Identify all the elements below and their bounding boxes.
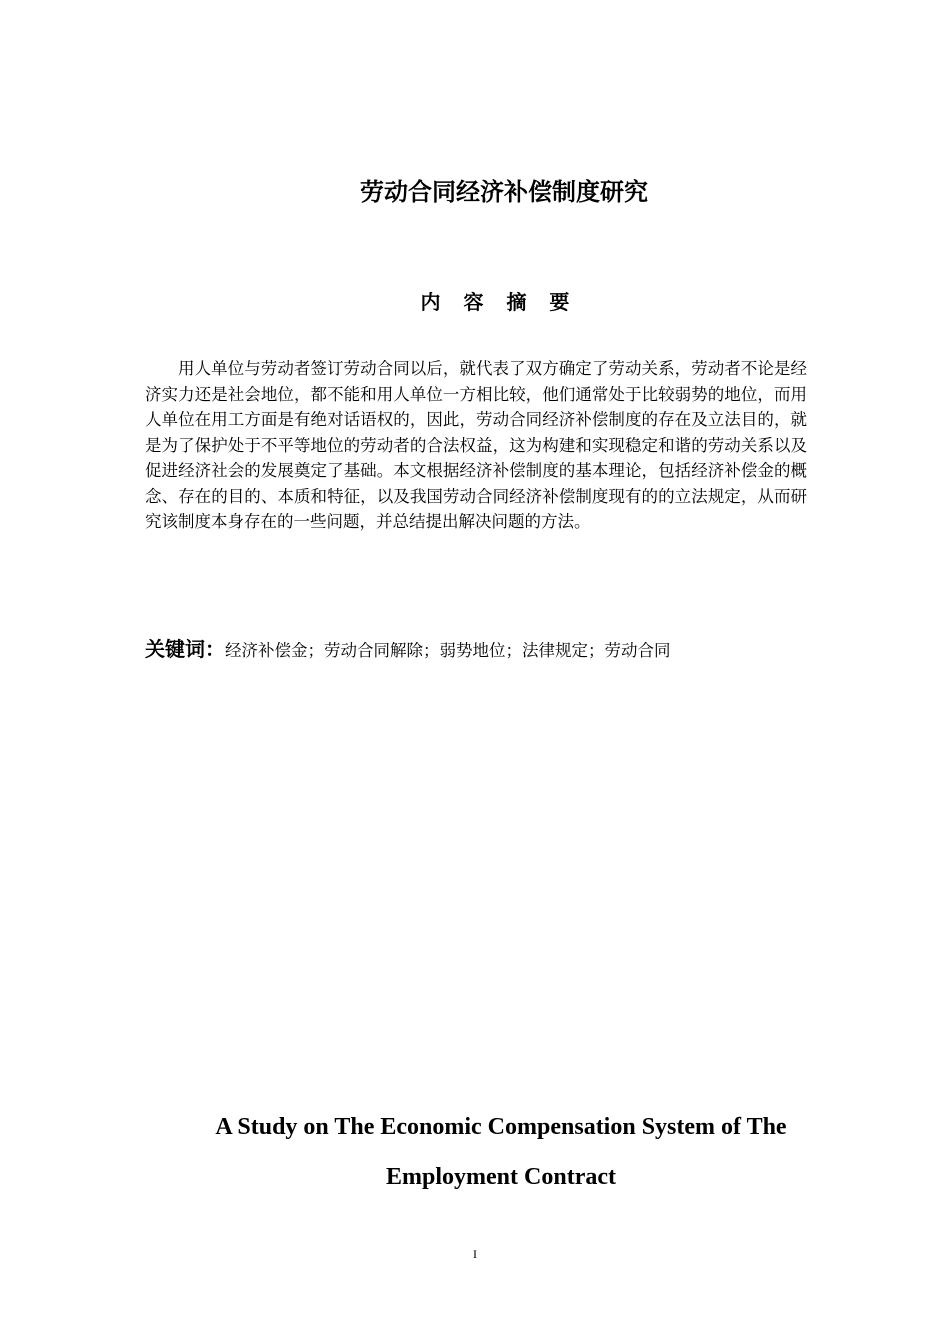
abstract-heading: 内 容 摘 要 xyxy=(420,290,578,314)
document-title-chinese: 劳动合同经济补偿制度研究 xyxy=(360,178,648,206)
keywords-list: 经济补偿金；劳动合同解除；弱势地位；法律规定；劳动合同 xyxy=(225,641,671,660)
abstract-paragraph: 用人单位与劳动者签订劳动合同以后，就代表了双方确定了劳动关系，劳动者不论是经济实力还是社会地位，都不能和用人单位一方相比较，他们通常处于比较弱势的地位，而用人单位在用工方面是有绝对话语权的，因此，劳动合同经济补偿制度的存在及立法目的，就是为了保护处于不平等地位的劳动者的合法权益，这为构建和实现稳定和谐的劳动关系以及促进经济社会的发展奠定了基础。本文根据经济补偿制度的基本理论，包括经济补偿金的概念、存在的目的、本质和特征，以及我国劳动合同经济补偿制度现有的的立法规定，从而研究该制度本身存在的一些问题，并总结提出解决问题的方法。 xyxy=(145,359,807,531)
keywords-label: 关键词： xyxy=(145,637,225,661)
document-title-english: A Study on The Economic Compensation System of The Employment Contract xyxy=(215,1114,787,1190)
page-number: I xyxy=(473,1247,477,1261)
keywords-line xyxy=(145,634,825,666)
